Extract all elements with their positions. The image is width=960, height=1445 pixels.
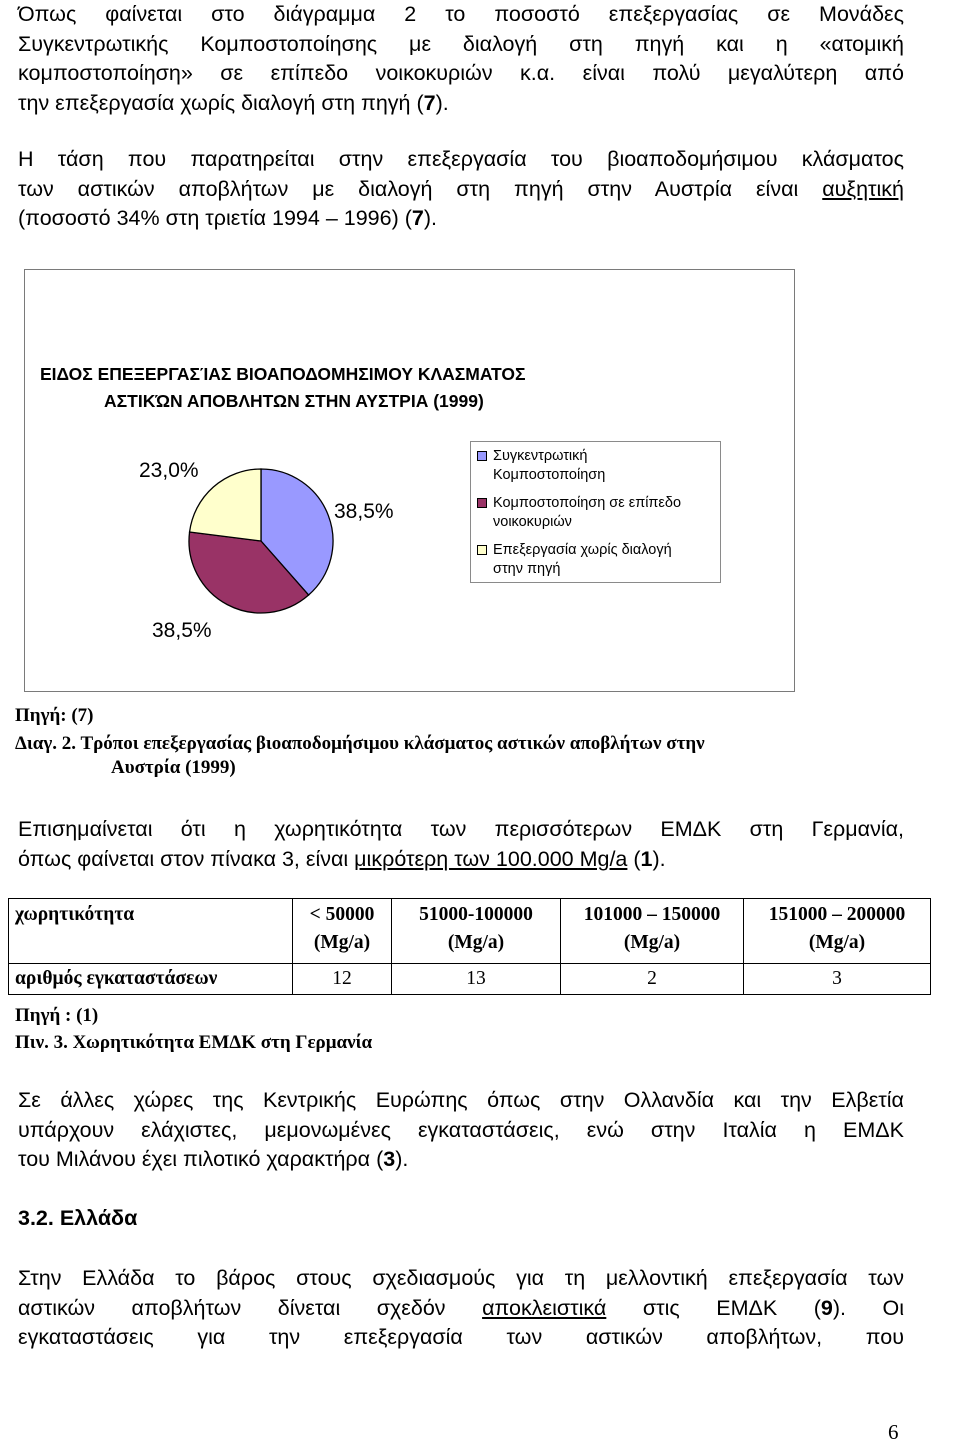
table-cell: 12: [293, 964, 392, 995]
page-number: 6: [888, 1420, 899, 1444]
paragraph-line: Η τάση που παρατηρείται στην επεξεργασία του βιοαποδομήσιμου κλάσματος: [18, 147, 904, 171]
table-caption: Πιν. 3. Χωρητικότητα ΕΜΔΚ στη Γερμανία: [15, 1032, 373, 1053]
table-cell: 2: [561, 964, 744, 995]
paragraph-line: Στην Ελλάδα το βάρος στους σχεδιασμούς για τη μελλοντική επεξεργασία των: [18, 1266, 904, 1290]
text: Κομποστοποίηση: [493, 466, 606, 483]
paragraph-line: υπάρχουν ελάχιστες, μεμονωμένες εγκαταστάσεις, ενώ στην Ιταλία η ΕΜΔΚ: [18, 1117, 904, 1142]
text: (Mg/a): [623, 932, 681, 953]
text: (Mg/a): [447, 932, 505, 953]
capacity-table: [8, 898, 931, 995]
text: (ποσοστό 34% στη τριετία 1994 – 1996) (: [18, 206, 412, 231]
table-header-cell: [744, 899, 931, 964]
legend-label: [493, 447, 718, 484]
text: Επεξεργασία χωρίς διαλογή: [493, 542, 672, 558]
chart-title-line: ΑΣΤΙΚΏΝ ΑΠΟΒΛΗΤΩΝ ΣΤΗΝ ΑΥΣΤΡΙΑ (1999): [104, 391, 484, 411]
table-source: Πηγή : (1): [15, 1005, 99, 1026]
chart-legend: [470, 441, 721, 583]
table-header-cell: [561, 899, 744, 964]
reference-number: 7: [423, 91, 436, 116]
table-row: [9, 964, 931, 995]
text: 151000 – 200000: [768, 904, 906, 925]
legend-label: [493, 541, 718, 578]
pie-chart: [186, 466, 336, 616]
paragraph-line: [18, 1145, 904, 1175]
table-header-cell: [392, 899, 561, 964]
underlined-text: αποκλειστικά: [482, 1295, 607, 1320]
legend-swatch: [477, 545, 487, 555]
paragraph-1: [18, 0, 904, 119]
legend-swatch: [477, 451, 487, 461]
text: νοικοκυριών: [493, 513, 572, 530]
table-cell: 13: [392, 964, 561, 995]
section-heading: 3.2. Ελλάδα: [18, 1206, 138, 1230]
table-row-label: αριθμός εγκαταστάσεων: [9, 964, 293, 995]
paragraph-line: [18, 1294, 904, 1324]
text: < 50000: [309, 904, 375, 925]
paragraph-line: Επισημαίνεται ότι η χωρητικότητα των περισσότερων ΕΜΔΚ στη Γερμανία,: [18, 817, 904, 841]
paragraph-line: [18, 89, 904, 119]
paragraph-line: Όπως φαίνεται στο διάγραμμα 2 το ποσοστό επεξεργασίας σε Μονάδες: [18, 2, 904, 26]
chart-title: [40, 361, 640, 415]
paragraph-line: εγκαταστάσεις για την επεξεργασία των αστικών αποβλήτων, που: [18, 1325, 904, 1350]
caption-line: Αυστρία (1999): [111, 757, 236, 778]
text: των αστικών αποβλήτων με διαλογή στη πηγή στην Αυστρία είναι: [18, 176, 823, 201]
paragraph-line: [18, 204, 904, 234]
text: 101000 – 150000: [583, 904, 721, 925]
text: Κομποστοποίηση σε επίπεδο: [493, 495, 682, 511]
data-label-slice-3: 23,0%: [139, 459, 199, 482]
text: ).: [652, 846, 666, 871]
text: Συγκεντρωτική: [493, 448, 588, 464]
data-label-slice-1: 38,5%: [334, 500, 394, 523]
chart-title-line: ΕΙΔΟΣ ΕΠΕΞΕΡΓΑΣΊΑΣ ΒΙΟΑΠΟΔΟΜΗΣΙΜΟΥ ΚΛΑΣΜΑΤΟΣ: [40, 364, 526, 384]
table-header-row: [9, 899, 931, 964]
reference-number: 9: [820, 1295, 833, 1320]
paragraph-3: [18, 815, 904, 874]
underlined-text: αυξητική: [822, 176, 904, 201]
text: στις ΕΜΔΚ (: [606, 1295, 821, 1320]
underlined-text: μικρότερη των 100.000 Mg/a: [354, 846, 628, 871]
table-header-label: χωρητικότητα: [9, 899, 293, 964]
paragraph-5: [18, 1264, 904, 1353]
text: ).: [435, 91, 449, 116]
data-label-slice-2: 38,5%: [152, 619, 212, 642]
text: 51000-100000: [419, 904, 533, 925]
text: ). Οι: [832, 1295, 905, 1320]
text: στην πηγή: [493, 560, 561, 577]
text: ).: [395, 1147, 409, 1172]
text: αστικών αποβλήτων δίνεται σχεδόν: [18, 1295, 483, 1320]
text: όπως φαίνεται στον πίνακα 3, είναι: [18, 846, 355, 871]
legend-label: [493, 494, 718, 531]
paragraph-line: [18, 845, 904, 875]
text: (: [627, 846, 641, 871]
reference-number: 1: [640, 846, 653, 871]
table-cell: 3: [744, 964, 931, 995]
reference-number: 3: [383, 1147, 396, 1172]
paragraph-line: Σε άλλες χώρες της Κεντρικής Ευρώπης όπως στην Ολλανδία και την Ελβετία: [18, 1088, 904, 1112]
pie-slice-3: [190, 469, 261, 541]
paragraph-line: Συγκεντρωτικής Κομποστοποίησης με διαλογή στη πηγή και η «ατομική: [18, 31, 904, 56]
paragraph-4: [18, 1086, 904, 1175]
text: του Μιλάνου έχει πιλοτικό χαρακτήρα (: [18, 1147, 384, 1172]
paragraph-line: [18, 175, 904, 205]
figure-source: Πηγή: (7): [15, 705, 94, 726]
caption-line: Διαγ. 2. Τρόποι επεξεργασίας βιοαποδομήσιμου κλάσματος αστικών αποβλήτων στην: [15, 733, 705, 754]
text: την επεξεργασία χωρίς διαλογή στη πηγή (: [18, 91, 424, 116]
text: (Mg/a): [808, 932, 866, 953]
paragraph-2: [18, 145, 904, 234]
paragraph-line: κομποστοποίηση» σε επίπεδο νοικοκυριών κ.α. είναι πολύ μεγαλύτερη από: [18, 61, 904, 86]
reference-number: 7: [411, 206, 424, 231]
text: ).: [423, 206, 437, 231]
figure-caption: [15, 733, 915, 779]
legend-swatch: [477, 498, 487, 508]
text: (Mg/a): [313, 932, 371, 953]
table-header-cell: [293, 899, 392, 964]
